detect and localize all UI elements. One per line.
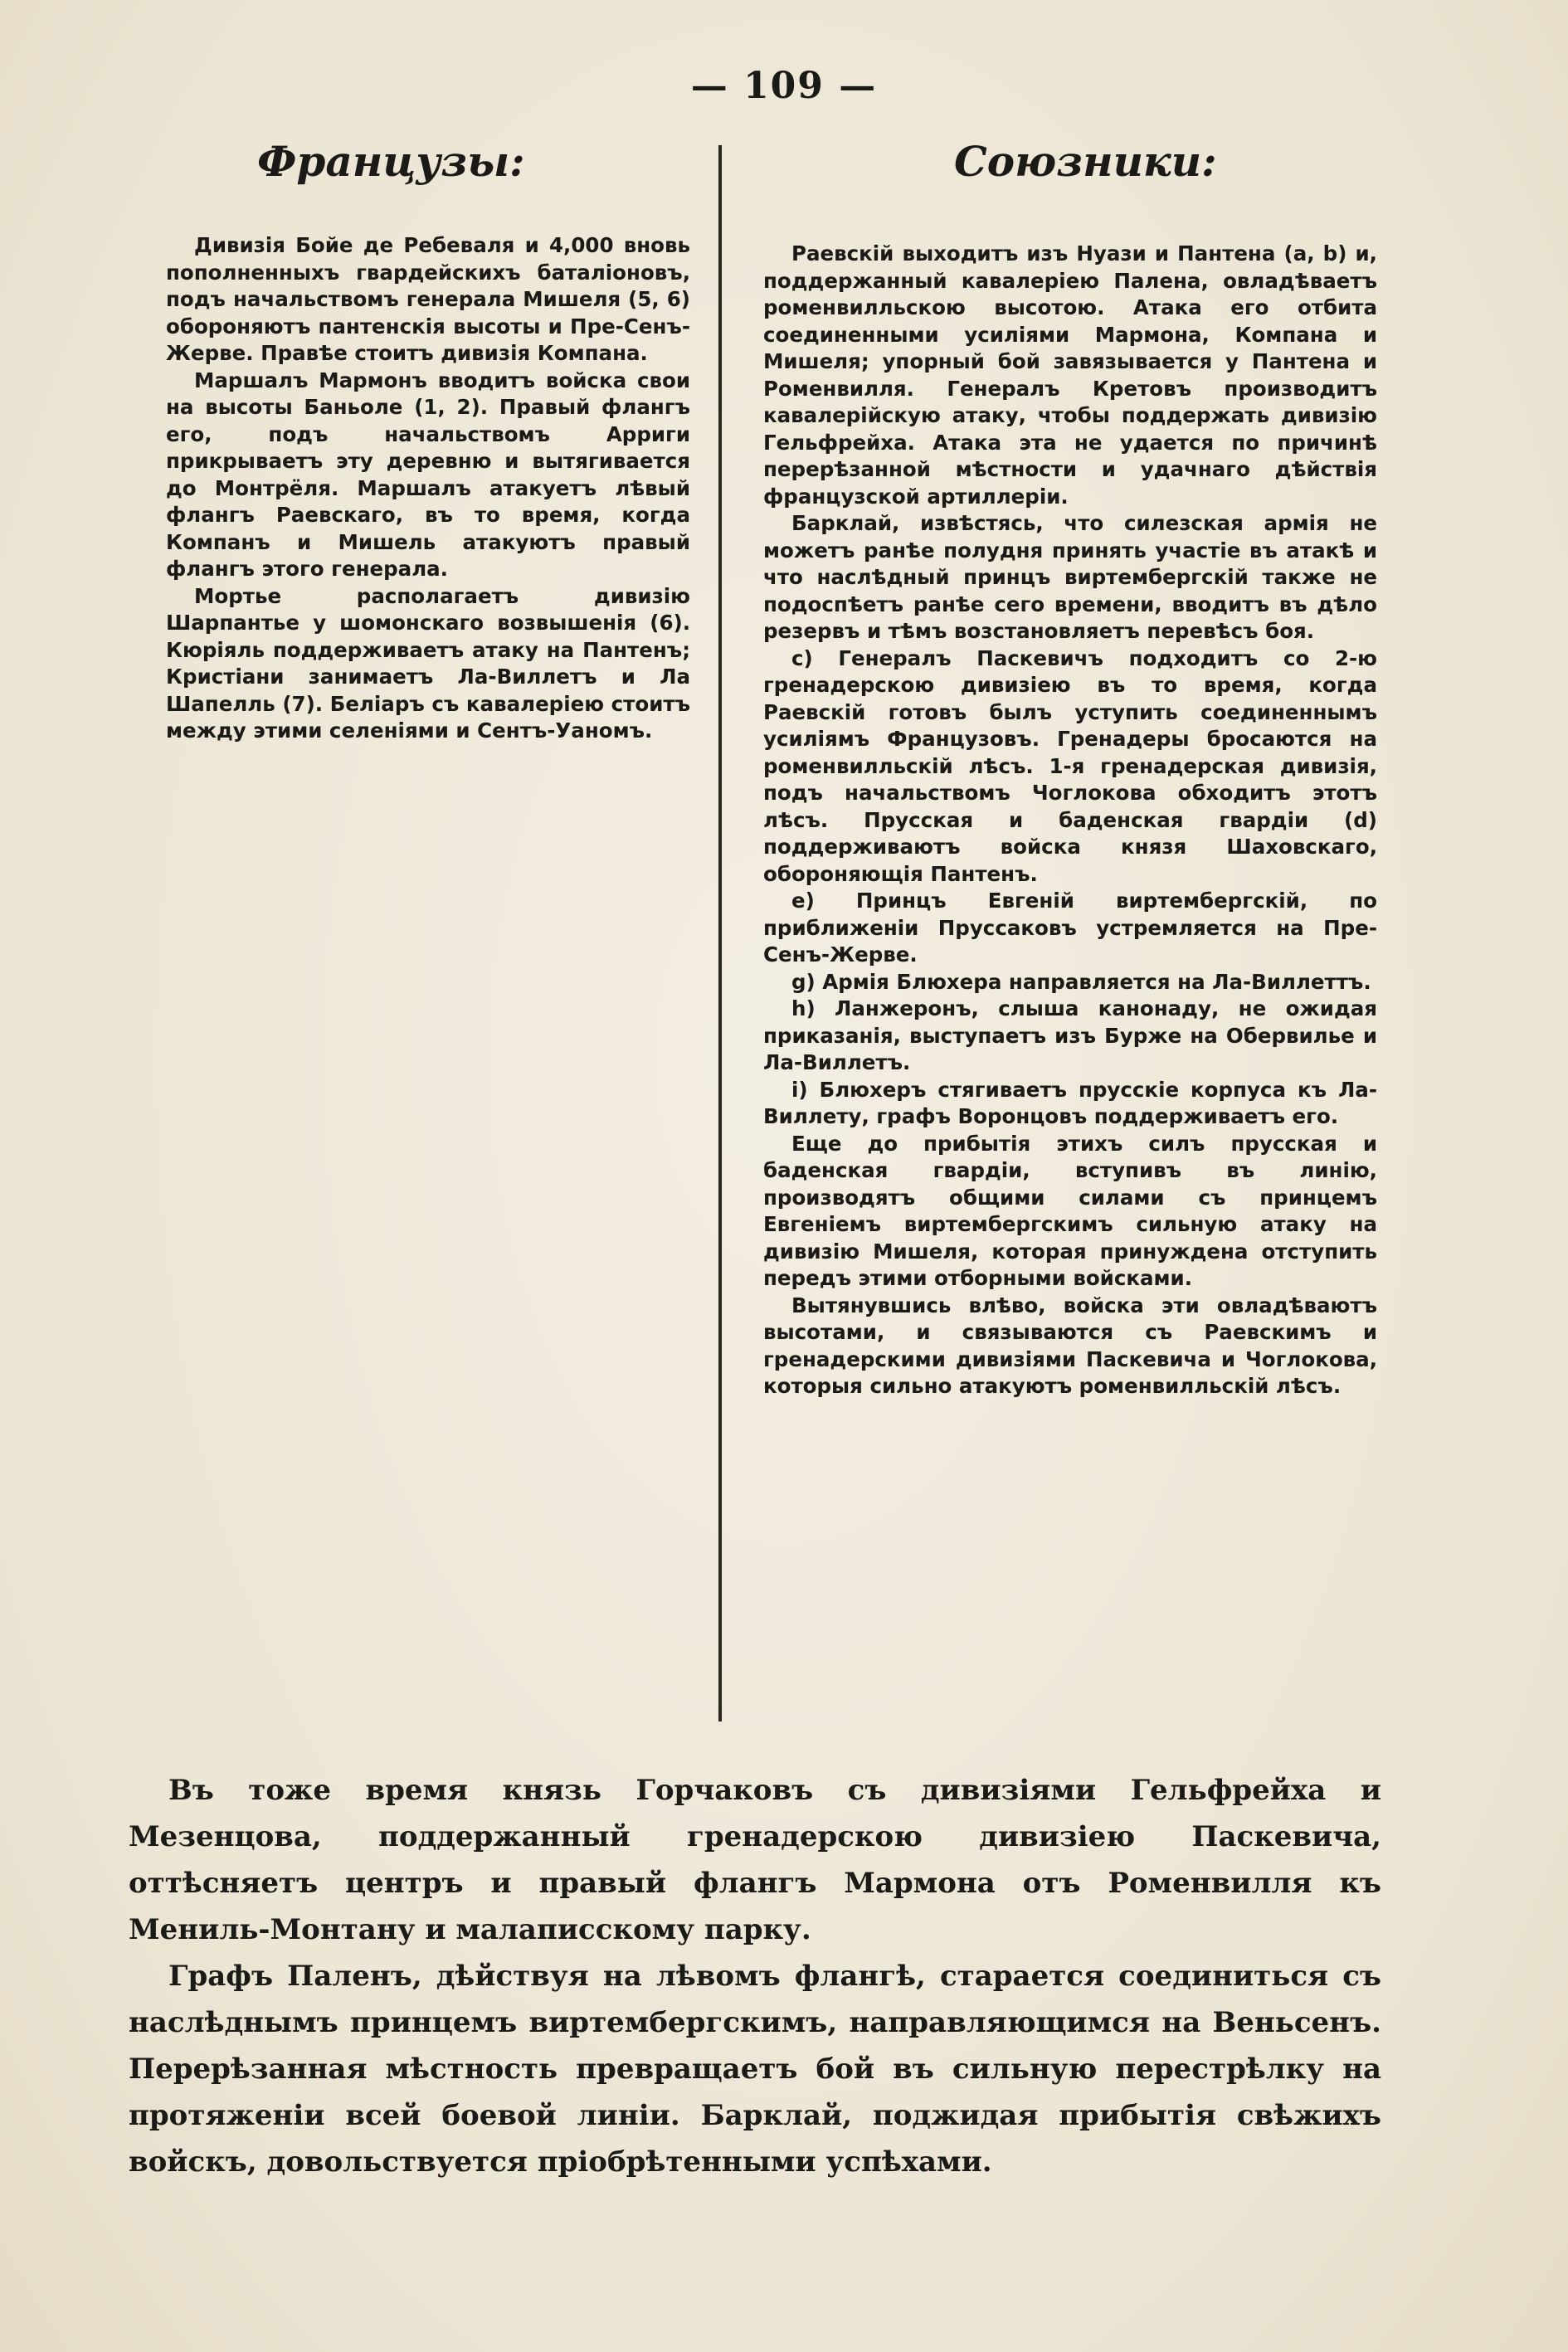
allies-column [763, 241, 1377, 1400]
page-number: — 109 — [690, 65, 878, 107]
allies-paragraph: Вытянувшись влѣво, войска эти овладѣваютъ высотами, и связываются съ Раевскимъ и гренадерскими дивизіями Паскевича и Чоглокова, которыя сильно атакуютъ роменвилльскій лѣсъ. [763, 1293, 1377, 1398]
french-paragraph: Маршалъ Мармонъ вводитъ войска свои на высоты Баньоле (1, 2). Правый флангъ его, подъ начальствомъ Арриги прикрываетъ эту деревню и вытягивается до Монтрёля. Маршалъ атакуетъ лѣвый флангъ Раевскаго, въ то время, когда Компанъ и Мишель атакуютъ правый флангъ этого генерала. [166, 368, 690, 581]
bottom-paragraph: Графъ Паленъ, дѣйствуя на лѣвомъ флангѣ, старается соединиться съ наслѣднымъ принцемъ виртембергскимъ, направляющимся на Веньсенъ. Перерѣзанная мѣстность превращаетъ бой въ сильную перестрѣлку на протяженіи всей боевой линіи. Барклай, поджидая прибытія свѣжихъ войскъ, довольствуется пріобрѣтенными успѣхами. [129, 1960, 1381, 2179]
allies-paragraph: Еще до прибытія этихъ силъ прусская и баденская гвардіи, вступивъ въ линію, производятъ общими силами съ принцемъ Евгеніемъ виртембергскимъ сильную атаку на дивизію Мишеля, которая принуждена отступить передъ этими отборными войсками. [763, 1131, 1377, 1290]
allies-paragraph: Раевскій выходитъ изъ Нуази и Пантена (а, b) и, поддержанный кавалеріею Палена, овладѣваетъ роменвилльскою высотою. Атака его отбита соединенными усиліями Мармона, Компана и Мишеля; упорный бой завязывается у Пантена и Роменвилля. Генералъ Кретовъ производитъ кавалерійскую атаку, чтобы поддержать дивизію Гельфрейха. Атака эта не удается по причинѣ перерѣзанной мѣстности и удачнаго дѣйствія французской артиллеріи. [763, 241, 1377, 509]
allies-paragraph: Барклай, извѣстясь, что силезская армія не можетъ ранѣе полудня принять участіе въ атакѣ и что наслѣдный принцъ виртембергскій также не подоспѣетъ ранѣе сего времени, вводитъ въ дѣло резервъ и тѣмъ возстановляетъ перевѣсъ боя. [763, 511, 1377, 643]
allies-paragraph: h) Ланжеронъ, слыша канонаду, не ожидая приказанія, выступаетъ изъ Бурже на Обервилье и Ла-Виллетъ. [763, 996, 1377, 1074]
allies-paragraph: e) Принцъ Евгеній виртембергскій, по приближеніи Пруссаковъ устремляется на Пре-Сенъ-Жерве. [763, 889, 1377, 967]
bottom-text [129, 1767, 1381, 2185]
heading-allies: Союзники: [954, 137, 1217, 186]
french-paragraph: Дивизія Бойе де Ребеваля и 4,000 вновь пополненныхъ гвардейскихъ баталіоновъ, подъ начальствомъ генерала Мишеля (5, 6) обороняютъ пантенскія высоты и Пре-Сенъ-Жерве. Правѣе стоитъ дивизія Компана. [166, 233, 690, 365]
allies-paragraph: g) Армія Блюхера направляется на Ла-Виллеттъ. [791, 969, 1371, 994]
bottom-paragraph: Въ тоже время князь Горчаковъ съ дивизіями Гельфрейха и Мезенцова, поддержанный гренадерскою дивизіею Паскевича, оттѣсняетъ центръ и правый флангъ Мармона отъ Роменвилля къ Мениль-Монтану и малаписскому парку. [129, 1774, 1381, 1946]
heading-french: Французы: [257, 137, 525, 186]
column-divider [718, 145, 722, 1721]
allies-paragraph: i) Блюхеръ стягиваетъ прусскіе корпуса къ Ла-Виллету, графъ Воронцовъ поддерживаетъ его. [763, 1077, 1377, 1128]
allies-paragraph: c) Генералъ Паскевичъ подходитъ со 2-ю гренадерскою дивизіею въ то время, когда Раевскій готовъ былъ уступить соединеннымъ усиліямъ Французовъ. Гренадеры бросаются на роменвилльскій лѣсъ. 1-я гренадерская дивизія, подъ начальствомъ Чоглокова обходитъ этотъ лѣсъ. Прусская и баденская гвардіи (d) поддерживаютъ войска князя Шаховскаго, обороняющія Пантенъ. [763, 645, 1377, 886]
french-column [166, 232, 690, 745]
french-paragraph: Мортье располагаетъ дивизію Шарпантье у шомонскаго возвышенія (6). Кюріяль поддерживаетъ атаку на Пантенъ; Кристіани занимаетъ Ла-Виллетъ и Ла Шапелль (7). Беліаръ съ кавалеріею стоитъ между этими селеніями и Сентъ-Уаномъ. [166, 583, 690, 743]
